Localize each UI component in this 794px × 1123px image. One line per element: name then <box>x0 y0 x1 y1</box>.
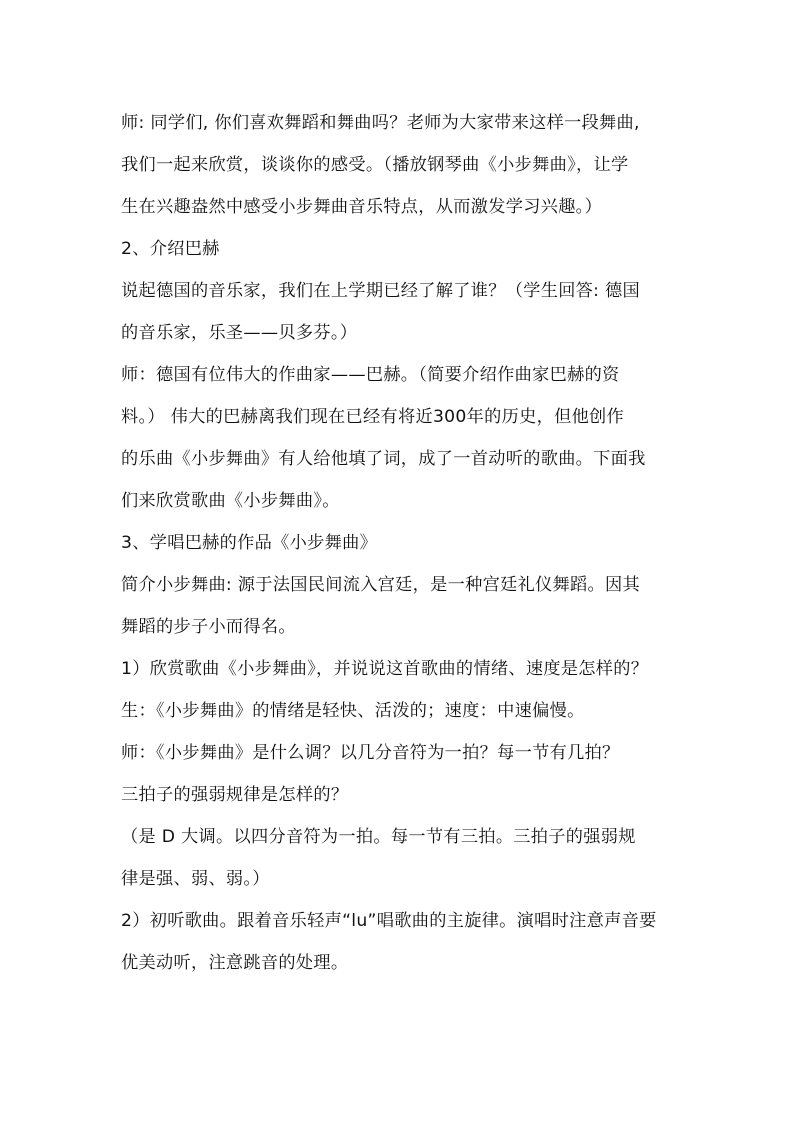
text-line: 的乐曲《小步舞曲》有人给他填了词，成了一首动听的歌曲。下面我 <box>121 449 646 469</box>
text-line: （是 D 大调。以四分音符为一拍。每一节有三拍。三拍子的强弱规 <box>121 827 636 847</box>
section-heading: 2、介绍巴赫 <box>121 239 220 259</box>
document-body <box>121 102 681 984</box>
text-line: 的音乐家，乐圣——贝多芬。） <box>121 323 358 343</box>
text-line: 简介小步舞曲: 源于法国民间流入宫廷，是一种宫廷礼仪舞蹈。因其 <box>121 575 640 595</box>
text-line: 生：《小步舞曲》的情绪是轻快、活泼的；速度：中速偏慢。 <box>121 701 585 721</box>
text-line: 2）初听歌曲。跟着音乐轻声“lu”唱歌曲的主旋律。演唱时注意声音要 <box>121 911 657 931</box>
text-line: 们来欣赏歌曲《小步舞曲》。 <box>121 491 340 511</box>
text-line: 三拍子的强弱规律是怎样的？ <box>121 785 349 805</box>
text-line: 料。） 伟大的巴赫离我们现在已经有将近300年的历史，但他创作 <box>121 407 625 427</box>
text-line: 律是强、弱、弱。） <box>121 869 270 889</box>
text-line: 师：《小步舞曲》是什么调？以几分音符为一拍？每一节有几拍？ <box>121 743 620 763</box>
text-line: 师: 同学们, 你们喜欢舞蹈和舞曲吗？老师为大家带来这样一段舞曲, <box>121 113 640 133</box>
text-line: 优美动听，注意跳音的处理。 <box>121 953 349 973</box>
section-heading: 3、学唱巴赫的作品《小步舞曲》 <box>121 533 378 553</box>
text-line: 舞蹈的步子小而得名。 <box>121 617 296 637</box>
text-line: 师：德国有位伟大的作曲家——巴赫。（简要介绍作曲家巴赫的资 <box>121 365 620 385</box>
text-line: 1）欣赏歌曲《小步舞曲》，并说说这首歌曲的情绪、速度是怎样的？ <box>121 659 649 679</box>
text-line: 我们一起来欣赏，谈谈你的感受。（播放钢琴曲《小步舞曲》，让学 <box>121 155 629 175</box>
text-line: 生在兴趣盎然中感受小步舞曲音乐特点，从而激发学习兴趣。） <box>121 197 603 217</box>
text-line: 说起德国的音乐家，我们在上学期已经了解了谁？（学生回答: 德国 <box>121 281 640 301</box>
